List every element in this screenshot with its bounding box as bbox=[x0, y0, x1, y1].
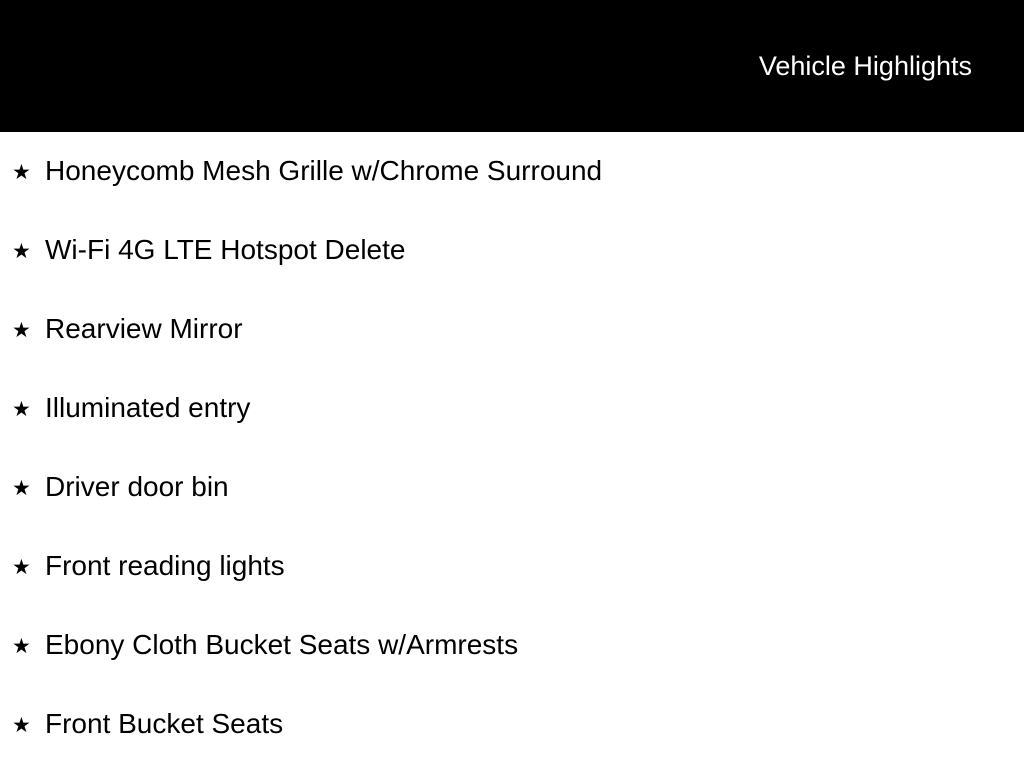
list-item bbox=[0, 290, 1024, 369]
list-item bbox=[0, 527, 1024, 606]
star-icon: ★ bbox=[12, 555, 31, 579]
star-icon: ★ bbox=[12, 634, 31, 658]
list-item bbox=[0, 448, 1024, 527]
list-item bbox=[0, 606, 1024, 685]
highlight-label: Front reading lights bbox=[45, 550, 285, 581]
highlight-label: Wi-Fi 4G LTE Hotspot Delete bbox=[45, 234, 406, 265]
list-item bbox=[0, 685, 1024, 764]
page-title: Vehicle Highlights bbox=[758, 51, 972, 81]
highlight-label: Illuminated entry bbox=[45, 392, 251, 423]
star-icon: ★ bbox=[12, 397, 31, 421]
list-item bbox=[0, 132, 1024, 211]
highlights-list bbox=[0, 132, 1024, 764]
star-icon: ★ bbox=[12, 160, 31, 184]
highlight-label: Driver door bin bbox=[45, 471, 229, 502]
list-item bbox=[0, 369, 1024, 448]
list-item bbox=[0, 211, 1024, 290]
star-icon: ★ bbox=[12, 713, 31, 737]
highlight-label: Ebony Cloth Bucket Seats w/Armrests bbox=[45, 629, 519, 660]
star-icon: ★ bbox=[12, 239, 31, 263]
star-icon: ★ bbox=[12, 476, 31, 500]
highlight-label: Rearview Mirror bbox=[45, 313, 243, 344]
highlight-label: Front Bucket Seats bbox=[45, 708, 284, 739]
highlight-label: Honeycomb Mesh Grille w/Chrome Surround bbox=[45, 155, 603, 186]
header-banner bbox=[0, 0, 1024, 132]
star-icon: ★ bbox=[12, 318, 31, 342]
